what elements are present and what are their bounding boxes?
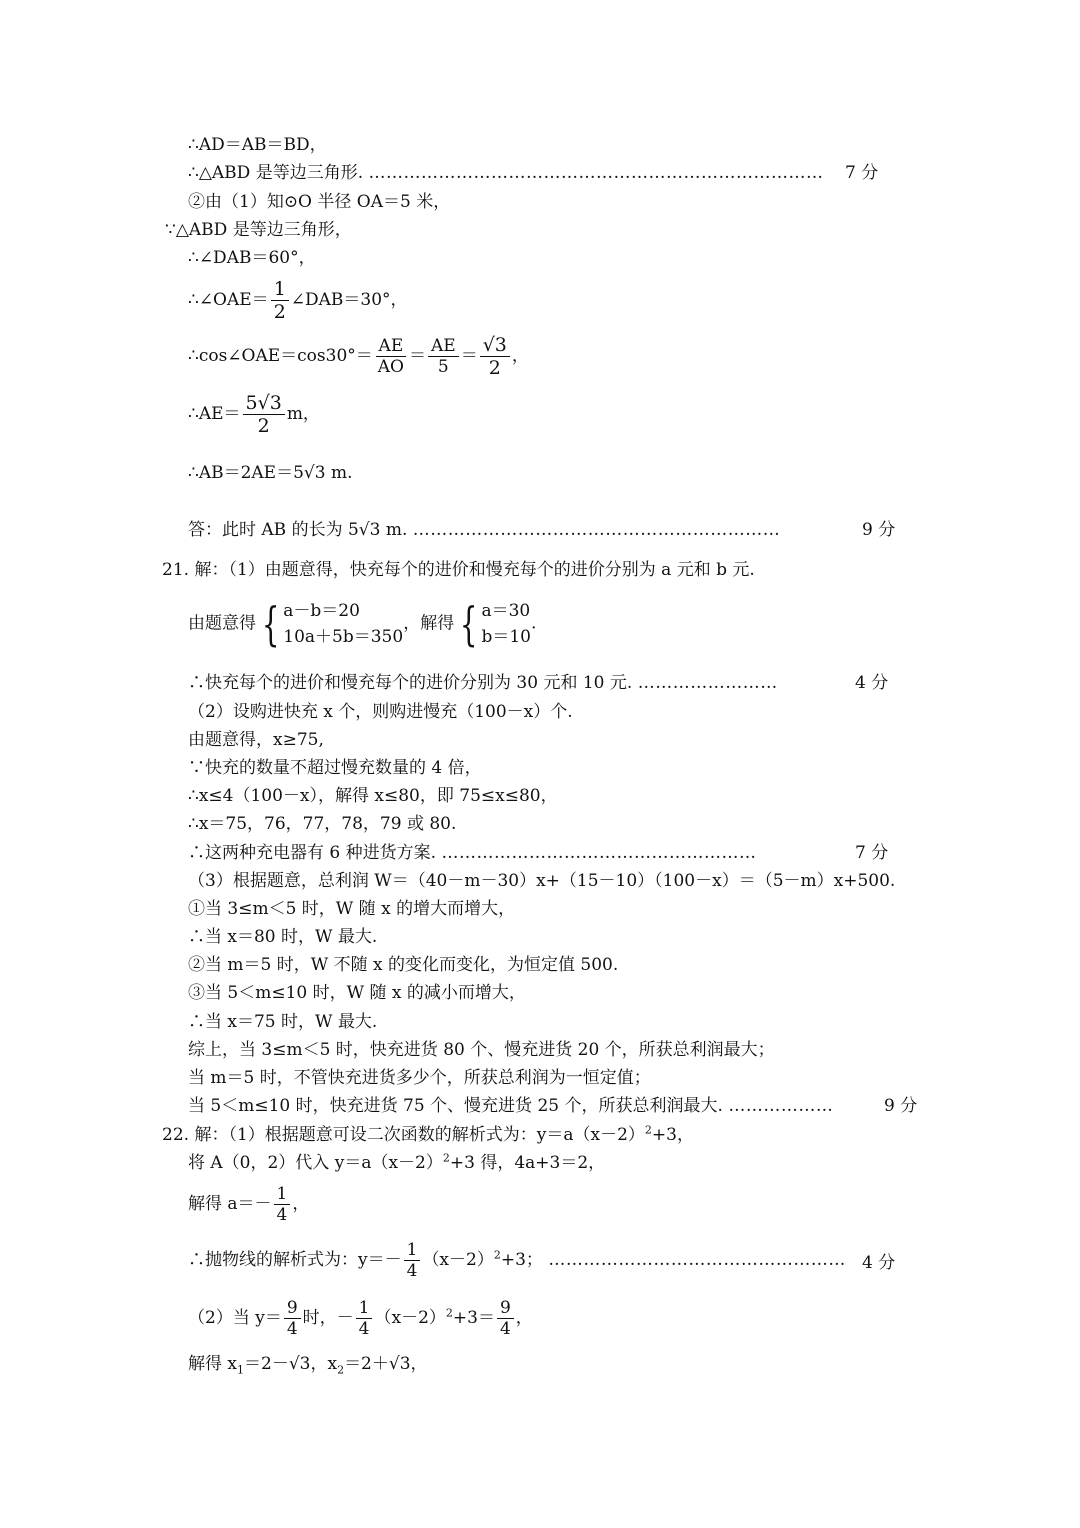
text-line: 综上，当 3≤m＜5 时，快充进货 80 个、慢充进货 20 个，所获总利润最大；	[188, 1040, 775, 1060]
text-line: ①当 3≤m＜5 时，W 随 x 的增大而增大，	[188, 899, 516, 919]
text-line: ∵快充的数量不超过慢充数量的 4 倍，	[188, 758, 482, 778]
text-line: 答：此时 AB 的长为 5√3 m. ………………………………………………………	[188, 520, 781, 540]
fraction: $\frac{√3}{2}$	[480, 334, 510, 379]
score-label: 7 分	[855, 843, 889, 863]
text-line: ∴当 x＝75 时，W 最大.	[188, 1012, 378, 1032]
fraction: $\frac{1}{2}$	[271, 278, 289, 323]
fraction: $\frac{AE}{AO}$	[375, 336, 407, 377]
fraction: $\frac{AE}{5}$	[428, 336, 459, 377]
formula-line: ∴AE＝ $\frac{5√3}{2}$ m，	[188, 392, 320, 437]
fraction: $\frac{1}{4}$	[274, 1184, 291, 1225]
leader-dots: ………………………………………………	[441, 843, 757, 863]
equation-system: { a－b＝20 10a＋5b＝350	[261, 597, 404, 651]
equation-system: { a＝30 b＝10	[460, 597, 531, 651]
fraction: $\frac{1}{4}$	[356, 1298, 373, 1339]
text-line: ②由（1）知⊙O 半径 OA＝5 米，	[188, 192, 451, 212]
formula-line: 解得 a＝－ $\frac{1}{4}$ ，	[188, 1184, 310, 1225]
text-line: ∴当 x＝80 时，W 最大.	[188, 927, 378, 947]
leader-dots: ……………………………………………………………………	[368, 163, 824, 183]
fraction: $\frac{1}{4}$	[404, 1240, 421, 1281]
text-line: 由题意得，x≥75,	[188, 730, 324, 750]
score-label: 4 分	[855, 673, 889, 693]
text-line: （2）设购进快充 x 个，则购进慢充（100－x）个.	[188, 702, 573, 722]
score-label: 9 分	[862, 520, 896, 540]
score-label: 4 分	[862, 1253, 896, 1273]
text-line: （3）根据题意，总利润 W＝（40－m－30）x+（15－10）（100－x）＝（5－m）x+500.	[188, 871, 896, 891]
text-line: ∴∠DAB＝60°，	[188, 248, 316, 268]
score-label: 9 分	[884, 1096, 918, 1116]
leader-dots: ……………………	[637, 673, 778, 693]
leader-dots: ……………………………………………	[548, 1250, 846, 1270]
fraction: $\frac{5√3}{2}$	[243, 392, 285, 437]
formula-line: 22. 解：（1）根据题意可设二次函数的解析式为：$y=a(x-2)^2+3$，	[162, 1123, 694, 1145]
text-line: ∴这两种充电器有 6 种进货方案. ………………………………………………	[188, 843, 757, 863]
formula-line: ∴cos∠OAE＝cos30°＝ $\frac{AE}{AO}$ ＝ $\frac{AE}{5}$ ＝ $\frac{√3}{2}$ ，	[188, 334, 529, 379]
text-line: 当 m＝5 时，不管快充进货多少个，所获总利润为一恒定值；	[188, 1068, 651, 1088]
formula-line: 将 A（0，2）代入 $y=a(x-2)^2+3$ 得，4a+3＝2，	[188, 1151, 606, 1173]
leader-dots: ………………………………………………………	[412, 520, 781, 540]
text-line: ∴快充每个的进价和慢充每个的进价分别为 30 元和 10 元. ……………………	[188, 673, 778, 693]
formula-line: ∴∠OAE＝ $\frac{1}{2}$ ∠DAB＝30°，	[188, 278, 408, 323]
fraction: $\frac{9}{4}$	[284, 1298, 301, 1339]
text-line: ∴△ABD 是等边三角形. ……………………………………………………………………	[188, 163, 824, 183]
score-label: 7 分	[845, 163, 879, 183]
text-line: 21. 解：（1）由题意得，快充每个的进价和慢充每个的进价分别为 a 元和 b 元.	[162, 560, 755, 580]
text-line: 当 5＜m≤10 时，快充进货 75 个、慢充进货 25 个，所获总利润最大. ………………	[188, 1096, 834, 1116]
formula-line: 解得 $x_1=2-√3$，$x_2=2+√3$，	[188, 1354, 428, 1377]
text-line: ③当 5＜m≤10 时，W 随 x 的减小而增大，	[188, 983, 526, 1003]
formula-line: ∴抛物线的解析式为：y＝－ $\frac{1}{4}$ $(x-2)^2+3$； ……………………………………………	[188, 1240, 846, 1281]
formula-line: （2）当 y＝ $\frac{9}{4}$ 时，－ $\frac{1}{4}$ $(x-2)^2+3=$ $\frac{9}{4}$ ，	[188, 1298, 533, 1339]
text-line: ∴AB＝2AE＝5√3 m.	[188, 463, 353, 483]
text-line: ∴AD＝AB＝BD，	[188, 135, 327, 155]
text-line: ∴x＝75，76，77，78，79 或 80.	[188, 814, 457, 834]
equation-system-line: 由题意得 { a－b＝20 10a＋5b＝350 ，解得 { a＝30 b＝10 .	[188, 597, 537, 651]
text-line: ∴x≤4（100－x），解得 x≤80，即 75≤x≤80，	[188, 786, 558, 806]
text-line: ∵△ABD 是等边三角形，	[165, 220, 352, 240]
fraction: $\frac{9}{4}$	[497, 1298, 514, 1339]
leader-dots: ………………	[728, 1096, 834, 1116]
text-line: ②当 m＝5 时，W 不随 x 的变化而变化，为恒定值 500.	[188, 955, 619, 975]
